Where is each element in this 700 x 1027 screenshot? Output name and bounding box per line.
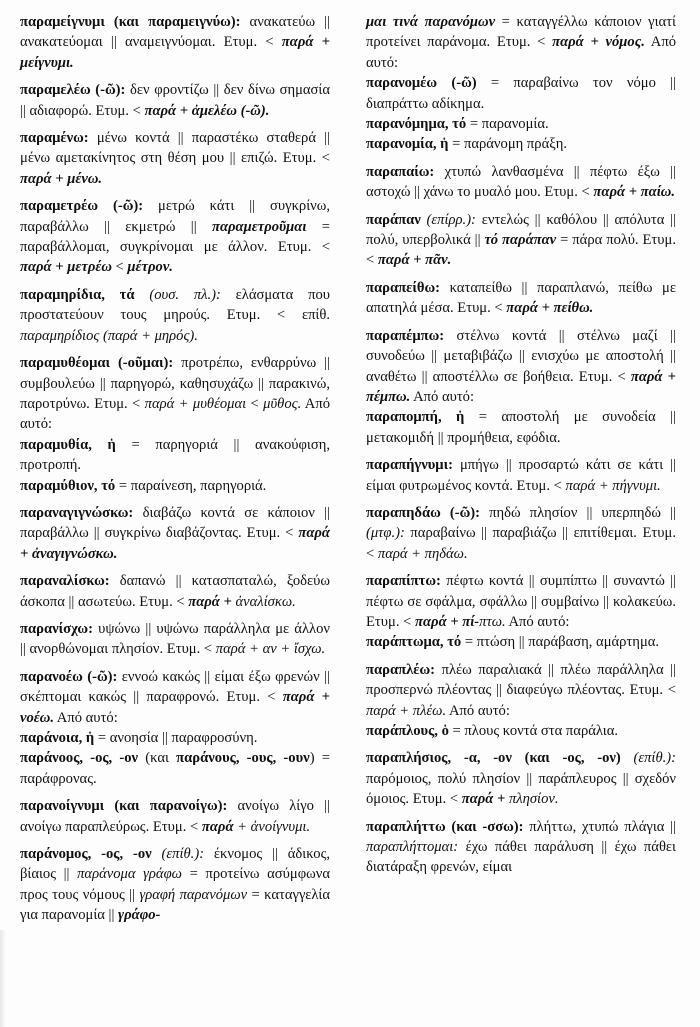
page-edge-shadow bbox=[0, 930, 6, 1027]
entry-body bbox=[20, 844, 330, 926]
headword: παράνοια, ἡ bbox=[20, 730, 95, 746]
etymology-text: μαι τινά παρανόμων bbox=[366, 14, 496, 30]
definition-text: = προτείνω ασύμφωνα προς τους νόμους || bbox=[20, 866, 330, 903]
dictionary-entry bbox=[20, 571, 330, 612]
entry-body bbox=[20, 353, 330, 435]
derived-entry bbox=[20, 748, 330, 789]
etymology-text: ἀναλίσκω. bbox=[231, 593, 296, 610]
dictionary-entry bbox=[20, 353, 330, 496]
headword: παραμελέω (-ῶ): bbox=[20, 82, 126, 99]
definition-text: = αποστολή με συνοδεία || μετακομιδή || προμήθεια, εφόδια. bbox=[366, 409, 676, 446]
definition-text: = πλους κοντά στα παράλια. bbox=[448, 723, 618, 739]
definition-text: διαβάζω κοντά σε κάποιον || παραβάλλω || συγκρίνω διαβάζοντας. Ετυμ. < bbox=[20, 504, 330, 542]
entry-body bbox=[366, 12, 676, 73]
headword: παραμένω: bbox=[20, 130, 89, 147]
dictionary-entry bbox=[20, 196, 330, 278]
derived-entry bbox=[20, 728, 330, 748]
etymology-text: πλησίον. bbox=[505, 791, 559, 808]
headword: παρανομία, ἡ bbox=[366, 136, 449, 153]
definition-text: μένω κοντά || παραστέκω σταθερά || μένω αμετακίνητος στη θέση μου || επιζώ. Ετυμ. < bbox=[20, 130, 330, 167]
dictionary-entry bbox=[366, 455, 676, 496]
etymology-text: μῦθος. bbox=[263, 395, 302, 412]
headword: παραπείθω: bbox=[366, 279, 440, 296]
headword: παραπηδάω (-ῶ): bbox=[366, 504, 481, 521]
derived-entry bbox=[366, 114, 676, 134]
etymology-text: παρά + παίω. bbox=[593, 184, 675, 201]
derived-entry bbox=[20, 435, 330, 476]
etymology-text: παρά + μείγνυμι. bbox=[20, 34, 330, 71]
definition-text: δαπανώ || κατασπαταλώ, ξοδεύω άσκοπα || ασωτεύω. Ετυμ. < bbox=[20, 573, 330, 610]
entry-body bbox=[20, 796, 330, 837]
dictionary-entry bbox=[20, 844, 330, 926]
entry-body bbox=[366, 455, 676, 496]
headword: παραπλήσιος, -α, -ον (και -ος, -ον) bbox=[366, 750, 621, 767]
etymology-text: παρά + νοέω. bbox=[20, 689, 330, 726]
dictionary-entry bbox=[366, 162, 676, 203]
dictionary-entry bbox=[366, 278, 676, 319]
etymology-text: παρά + πί- bbox=[415, 613, 480, 630]
etymology-text: πτω. bbox=[479, 613, 506, 630]
definition-text: Από αυτό: bbox=[53, 709, 118, 726]
headword: παραμετρέω (-ῶ): bbox=[20, 198, 144, 215]
entry-body bbox=[20, 667, 330, 728]
definition-text: = παρηγοριά || ανακούφιση, προτροπή. bbox=[20, 436, 330, 474]
definition-text: μετρώ κάτι || συγκρίνω, παραβάλλω || εκμετρώ || bbox=[20, 198, 330, 235]
derived-entry bbox=[366, 632, 676, 652]
definition-text: πλέω παραλιακά || πλέω παράλληλα || προσπερνώ πλέοντας || διαφεύγω πλέοντας. Ετυμ. < bbox=[366, 661, 676, 699]
derived-entry bbox=[366, 134, 676, 154]
dictionary-entry bbox=[20, 667, 330, 789]
dictionary-entry bbox=[20, 12, 330, 73]
definition-text: = πάρα πολύ. Ετυμ. < bbox=[366, 232, 676, 269]
etymology-text: (μτφ.): bbox=[366, 525, 405, 542]
dictionary-entry bbox=[366, 503, 676, 564]
definition-text: μπήγω || προσαρτώ κάτι σε κάτι || είμαι φυτρωμένος κοντά. Ετυμ. < bbox=[366, 457, 676, 494]
dictionary-entry bbox=[366, 660, 676, 742]
definition-text: (και bbox=[138, 750, 177, 767]
entry-body bbox=[20, 503, 330, 564]
etymology-text: μέτρον. bbox=[127, 259, 173, 276]
dictionary-entry bbox=[20, 796, 330, 837]
definition-text: πλήττω, χτυπώ πλάγια || bbox=[523, 818, 676, 835]
headword: παρανομέω (-ῶ) bbox=[366, 75, 477, 92]
headword: παραμυθέομαι (-οῦμαι): bbox=[20, 355, 174, 372]
definition-text: υψώνω || υψώνω παράλληλα με άλλον || ανορθώνομαι πλησίον. Ετυμ. < bbox=[20, 620, 330, 658]
entry-body bbox=[366, 571, 676, 632]
etymology-text: παρά + μετρέω bbox=[20, 259, 112, 276]
entry-body bbox=[366, 278, 676, 319]
definition-text: = παράνομη πράξη. bbox=[448, 136, 568, 153]
left-column bbox=[20, 12, 330, 933]
etymology-text: παρά + πλέω. bbox=[366, 702, 447, 719]
definition-text: πηδώ πλησίον || υπερπηδώ || bbox=[480, 504, 676, 521]
entry-body bbox=[20, 285, 330, 346]
headword: παραπλήττω (και -σσω): bbox=[366, 818, 524, 835]
etymology-text: παρά + αν + ἴσχω. bbox=[215, 641, 326, 658]
definition-text: πέφτω κοντά || συμπίπτω || συναντώ || πέφτω σε σφάλμα, σφάλλω || συμβαίνω || κολακεύω. Ετυμ. < bbox=[366, 573, 676, 630]
derived-entry bbox=[366, 721, 676, 741]
definition-text: παρόμοιος, πολύ πλησίον || παράπλευρος || σχεδόν όμοιος. Ετυμ. < bbox=[366, 770, 676, 808]
etymology-text: παράνομα γράφω bbox=[77, 866, 182, 883]
etymology-text: (ουσ. πλ.): bbox=[134, 286, 221, 303]
derived-entry bbox=[20, 476, 330, 496]
derived-entry bbox=[366, 73, 676, 114]
etymology-text: + ἀνοίγνυμι. bbox=[233, 818, 311, 835]
definition-text: έκνομος || άδικος, βίαιος || bbox=[20, 846, 330, 883]
etymology-text: παρά + μένω. bbox=[20, 170, 103, 187]
etymology-text: (επίθ.): bbox=[151, 846, 205, 863]
definition-text: Από αυτό: bbox=[366, 34, 676, 71]
headword: παράπλους, ὁ bbox=[366, 723, 449, 739]
definition-text: παραβαίνω || παραβιάζω || επιτίθεμαι. Ετυμ. < bbox=[366, 525, 676, 562]
headword: παραμυθία, ἡ bbox=[20, 436, 116, 453]
headword: παραπλέω: bbox=[366, 661, 436, 678]
headword: παραπομπή, ἡ bbox=[366, 409, 465, 426]
definition-text: = παραβαίνω τον νόμο || διαπράττω αδίκημα. bbox=[366, 75, 676, 112]
dictionary-entry bbox=[20, 619, 330, 660]
definition-text: ανοίγω λίγο || ανοίγω παραπλεύρως. Ετυμ. < bbox=[20, 798, 330, 835]
definition-text: Από αυτό: bbox=[446, 702, 510, 719]
definition-text: = παραβάλλομαι, συγκρίνομαι με άλλον. Ετυμ. < bbox=[20, 218, 330, 256]
entry-body bbox=[20, 80, 330, 121]
dictionary-entry bbox=[20, 80, 330, 121]
entry-body bbox=[366, 503, 676, 564]
definition-text: προτρέπω, ενθαρρύνω || συμβουλεύω || παρηγορώ, καθησυχάζω || παρακινώ, παροτρύνω. Ετυμ. < bbox=[20, 355, 330, 412]
dictionary-entry bbox=[20, 503, 330, 564]
definition-text: Από αυτό: bbox=[505, 613, 570, 630]
etymology-text: παραμηρίδιος (παρά + μηρός). bbox=[20, 327, 198, 344]
headword: παραπήγνυμι: bbox=[366, 457, 453, 474]
definition-text: ελάσματα που προστατεύουν τους μηρούς. Ετυμ. < επίθ. bbox=[20, 286, 330, 324]
headword: παραπαίω: bbox=[366, 163, 435, 180]
definition-text: έχω πάθει παράλυση || έχω πάθει διατάραξη φρενών, είμαι bbox=[366, 839, 676, 876]
headword: παραπέμπω: bbox=[366, 327, 445, 344]
headword: παραμύθιον, τό bbox=[20, 477, 116, 494]
etymology-text: παρά + πήγνυμι. bbox=[565, 477, 661, 494]
headword: παραμείγνυμι (και παραμειγνύω): bbox=[20, 14, 241, 30]
etymology-text: (επίθ.): bbox=[620, 750, 676, 767]
etymology-text: παρά + ἀναγιγνώσκω. bbox=[20, 525, 330, 562]
etymology-text: παραπλήττομαι: bbox=[366, 839, 459, 856]
definition-text: = ανοησία || παραφροσύνη. bbox=[94, 730, 258, 746]
definition-text: εντελώς || καθόλου || απόλυτα || πολύ, υπερβολικά || bbox=[366, 211, 676, 249]
definition-text: ) = παράφρονας. bbox=[20, 750, 330, 787]
definition-text: = καταγγελία για παρανομία || bbox=[20, 886, 330, 924]
etymology-text: (επίρρ.): bbox=[420, 211, 476, 228]
derived-entry bbox=[366, 407, 676, 448]
dictionary-entry bbox=[366, 571, 676, 653]
entry-body bbox=[366, 748, 676, 809]
entry-body bbox=[366, 162, 676, 203]
etymology-text: παρά + πᾶν. bbox=[377, 252, 452, 269]
definition-text: = παρανομία. bbox=[466, 116, 549, 133]
entry-body bbox=[20, 619, 330, 660]
definition-text: καταπείθω || παραπλανώ, πείθω με απατηλά μέσα. Ετυμ. < bbox=[366, 279, 676, 317]
entry-body bbox=[366, 660, 676, 721]
etymology-text: παρά + νόμος. bbox=[552, 34, 645, 51]
definition-text: Από αυτό: bbox=[20, 395, 330, 433]
etymology-text: γραφή παρανόμων bbox=[139, 886, 248, 903]
dictionary-entry bbox=[20, 285, 330, 346]
entry-body bbox=[366, 817, 676, 878]
entry-body bbox=[20, 128, 330, 189]
entry-body bbox=[20, 12, 330, 73]
headword: παρανόμημα, τό bbox=[366, 116, 467, 133]
definition-text: στέλνω κοντά || στέλνω μαζί || συνοδεύω || μεταβιβάζω || ενισχύω με αποστολή || αναθέτω || αποστέλλω σε βοήθεια. Ετυμ. < bbox=[366, 327, 676, 385]
entry-body bbox=[366, 210, 676, 271]
dictionary-entry bbox=[20, 128, 330, 189]
etymology-text: παρά + bbox=[188, 593, 232, 610]
etymology-text: τό παράπαν bbox=[484, 232, 557, 249]
headword: παράπτωμα, τό bbox=[366, 634, 462, 651]
dictionary-entry bbox=[366, 748, 676, 809]
headword: παρανίσχω: bbox=[20, 620, 93, 637]
definition-text: δεν φροντίζω || δεν δίνω σημασία || αδιαφορώ. Ετυμ. < bbox=[20, 82, 330, 119]
headword: παράνοος, -ος, -ον bbox=[20, 750, 139, 767]
headword: παρανοέω (-ῶ): bbox=[20, 668, 118, 685]
definition-text: = παραίνεση, παρηγοριά. bbox=[115, 477, 267, 494]
right-column bbox=[366, 12, 676, 885]
etymology-text: παρά + πηδάω. bbox=[377, 545, 468, 562]
etymology-text: παραμετροῦμαι bbox=[212, 218, 307, 235]
headword: παραναλίσκω: bbox=[20, 573, 110, 590]
definition-text: ανακατεύω || ανακατεύομαι || αναμειγνύομαι. Ετυμ. < bbox=[20, 14, 330, 51]
headword: παράπαν bbox=[366, 211, 421, 228]
etymology-text: παρά + ἀμελέω (-ῶ). bbox=[144, 102, 270, 119]
dictionary-entry bbox=[366, 210, 676, 271]
entry-body bbox=[20, 196, 330, 278]
dictionary-entry bbox=[366, 817, 676, 878]
definition-text: = καταγγέλλω κάποιον γιατί προτείνει παράνομα. Ετυμ. < bbox=[366, 14, 676, 51]
definition-text: Από αυτό: bbox=[410, 388, 475, 405]
headword: παραπίπτω: bbox=[366, 573, 441, 590]
etymology-text: παρά + πέμπω. bbox=[366, 368, 676, 405]
etymology-text: γράφο- bbox=[118, 907, 161, 924]
headword: παράνους, -ους, -ουν bbox=[176, 750, 310, 767]
etymology-text: παρά + πείθω. bbox=[506, 300, 594, 317]
definition-text: χτυπώ λανθασμένα || πέφτω έξω || αστοχώ || χάνω το μυαλό μου. Ετυμ. < bbox=[366, 163, 676, 201]
definition-text: < bbox=[246, 395, 264, 412]
dictionary-entry bbox=[366, 326, 676, 448]
etymology-text: παρά + bbox=[461, 791, 506, 808]
etymology-text: παρά bbox=[201, 818, 234, 835]
entry-continuation bbox=[366, 12, 676, 155]
headword: παραναγιγνώσκω: bbox=[20, 504, 134, 521]
definition-text: εννοώ κακώς || είμαι έξω φρενών || σκέπτομαι κακώς || παραφρονώ. Ετυμ. < bbox=[20, 668, 330, 706]
etymology-text: παρά + μυθέομαι bbox=[144, 395, 247, 412]
headword: παραμηρίδια, τά bbox=[20, 286, 135, 303]
definition-text: < bbox=[111, 259, 128, 276]
entry-body bbox=[20, 571, 330, 612]
headword: παράνομος, -ος, -ον bbox=[20, 846, 152, 863]
entry-body bbox=[366, 326, 676, 408]
headword: παρανοίγνυμι (και παρανοίγω): bbox=[20, 798, 228, 815]
definition-text: = πτώση || παράβαση, αμάρτημα. bbox=[461, 634, 660, 651]
